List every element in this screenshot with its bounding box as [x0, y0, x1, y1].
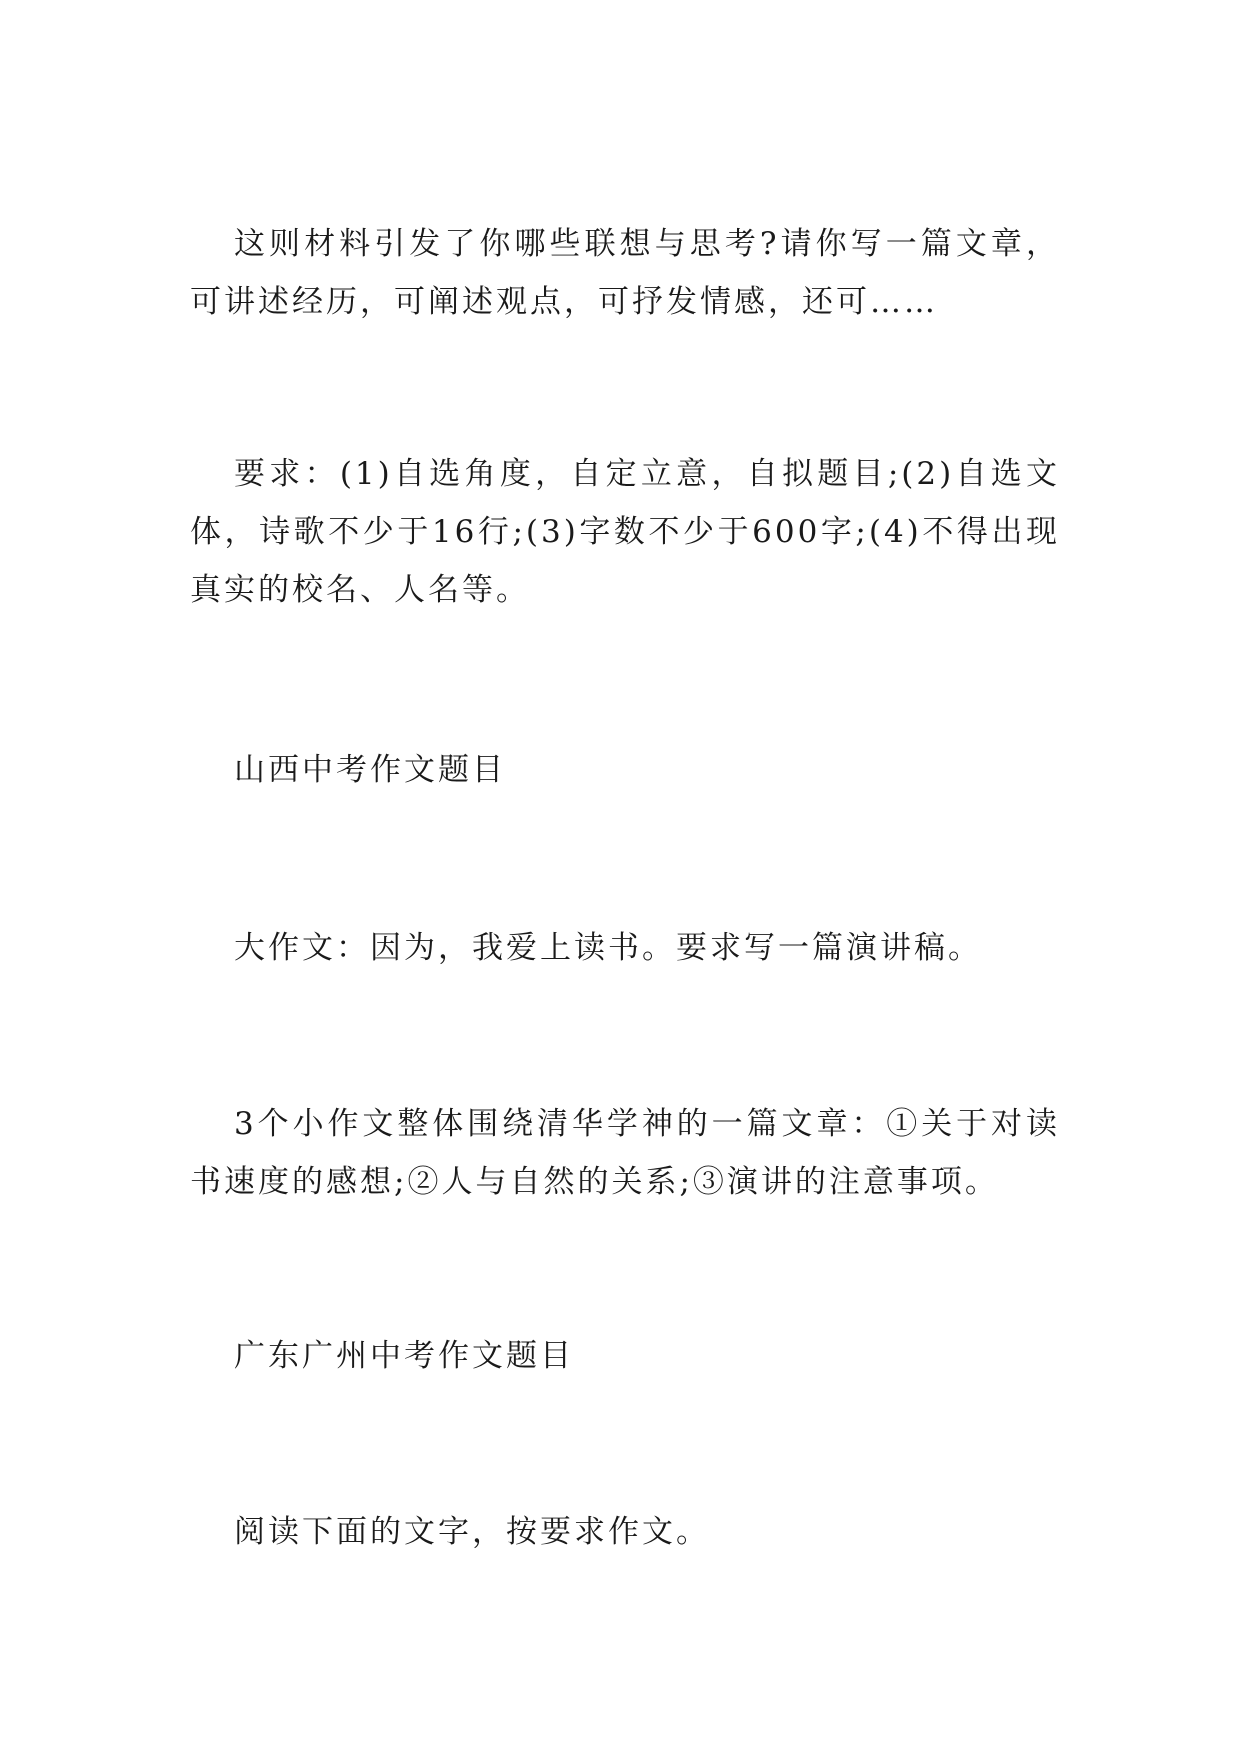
section-heading-guangzhou: 广东广州中考作文题目	[234, 1338, 574, 1374]
paragraph-short-essays: 3个小作文整体围绕清华学神的一篇文章：①关于对读书速度的感想;②人与自然的关系;③演讲的注意事项。	[190, 1106, 1060, 1200]
paragraph-requirements: 要求：(1)自选角度，自定立意，自拟题目;(2)自选文体，诗歌不少于16行;(3)字数不少于600字;(4)不得出现真实的校名、人名等。	[190, 456, 1060, 608]
paragraph-reading-instruction: 阅读下面的文字，按要求作文。	[234, 1514, 710, 1550]
section-heading-shanxi: 山西中考作文题目	[234, 752, 506, 788]
paragraph-main-essay: 大作文：因为，我爱上读书。要求写一篇演讲稿。	[234, 930, 982, 966]
paragraph-writing-prompt: 这则材料引发了你哪些联想与思考?请你写一篇文章，可讲述经历，可阐述观点，可抒发情感，还可……	[190, 226, 1060, 320]
